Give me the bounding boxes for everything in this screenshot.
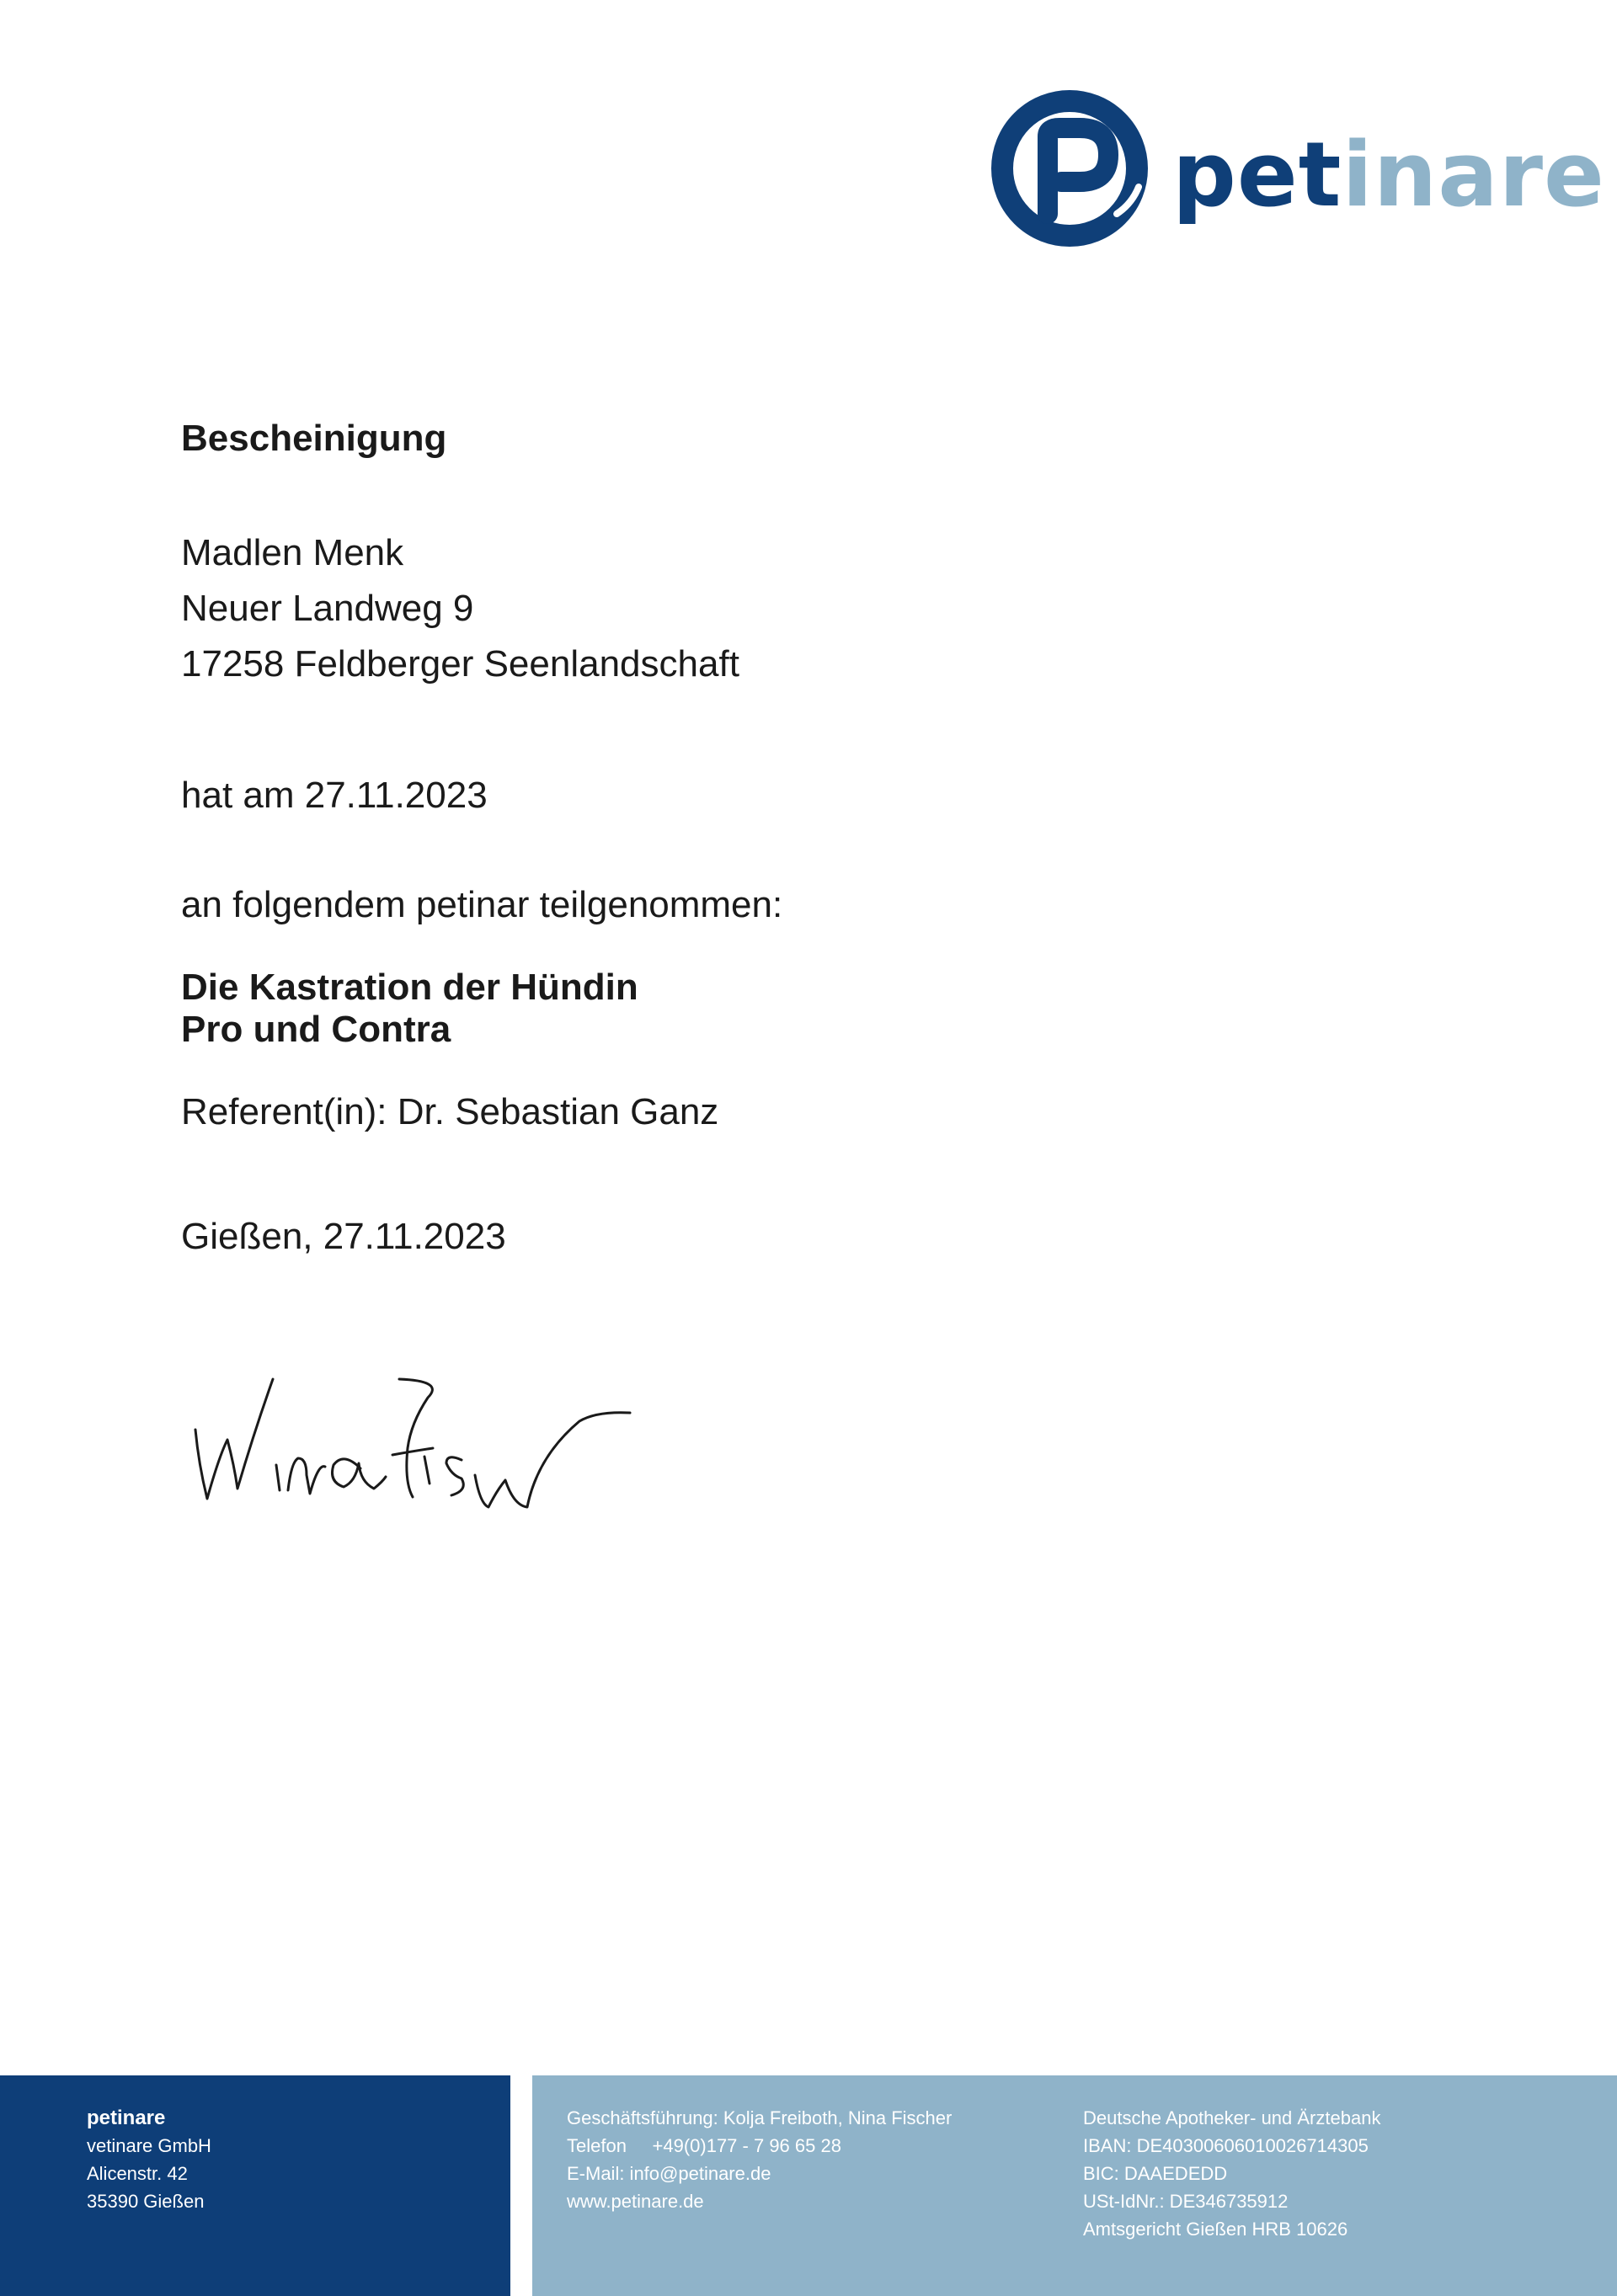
footer-iban: IBAN: DE40300606010026714305 <box>1083 2135 1369 2156</box>
footer-vat-id: USt-IdNr.: DE346735912 <box>1083 2191 1289 2212</box>
signature <box>184 1364 638 1532</box>
footer-company-name: vetinare GmbH <box>87 2135 211 2156</box>
footer <box>0 2075 1617 2296</box>
logo-emblem-icon <box>990 88 1159 248</box>
footer-management: Geschäftsführung: Kolja Freiboth, Nina Fischer <box>567 2107 953 2128</box>
signature-icon <box>184 1364 638 1532</box>
course-title <box>181 967 638 1051</box>
footer-website: www.petinare.de <box>567 2191 704 2212</box>
footer-company <box>87 2104 211 2215</box>
footer-company-street: Alicenstr. 42 <box>87 2163 188 2184</box>
attendance-date: hat am 27.11.2023 <box>181 775 488 816</box>
document-title: Bescheinigung <box>181 418 447 459</box>
footer-left-block <box>0 2075 510 2296</box>
recipient-street: Neuer Landweg 9 <box>181 588 474 629</box>
recipient-name: Madlen Menk <box>181 532 404 573</box>
place-date: Gießen, 27.11.2023 <box>181 1216 506 1257</box>
speaker-line: Referent(in): Dr. Sebastian Ganz <box>181 1091 719 1132</box>
logo-wordmark-part2: inare <box>1342 123 1605 226</box>
recipient-city: 17258 Feldberger Seenlandschaft <box>181 643 739 685</box>
footer-brand: petinare <box>87 2107 166 2129</box>
recipient-address <box>181 525 739 692</box>
footer-company-city: 35390 Gießen <box>87 2191 205 2212</box>
logo-wordmark <box>1172 123 1605 226</box>
footer-bank <box>1083 2104 1380 2243</box>
footer-court: Amtsgericht Gießen HRB 10626 <box>1083 2219 1348 2240</box>
petinare-logo <box>990 88 1605 248</box>
footer-phone: Telefon +49(0)177 - 7 96 65 28 <box>567 2135 841 2156</box>
logo-wordmark-part1: pet <box>1172 123 1342 226</box>
footer-contact <box>567 2104 952 2215</box>
footer-bic: BIC: DAAEDEDD <box>1083 2163 1228 2184</box>
footer-email: E-Mail: info@petinare.de <box>567 2163 771 2184</box>
participation-text: an folgendem petinar teilgenommen: <box>181 884 783 925</box>
course-title-line2: Pro und Contra <box>181 1009 451 1050</box>
footer-bank-name: Deutsche Apotheker- und Ärztebank <box>1083 2107 1381 2128</box>
course-title-line1: Die Kastration der Hündin <box>181 967 638 1008</box>
